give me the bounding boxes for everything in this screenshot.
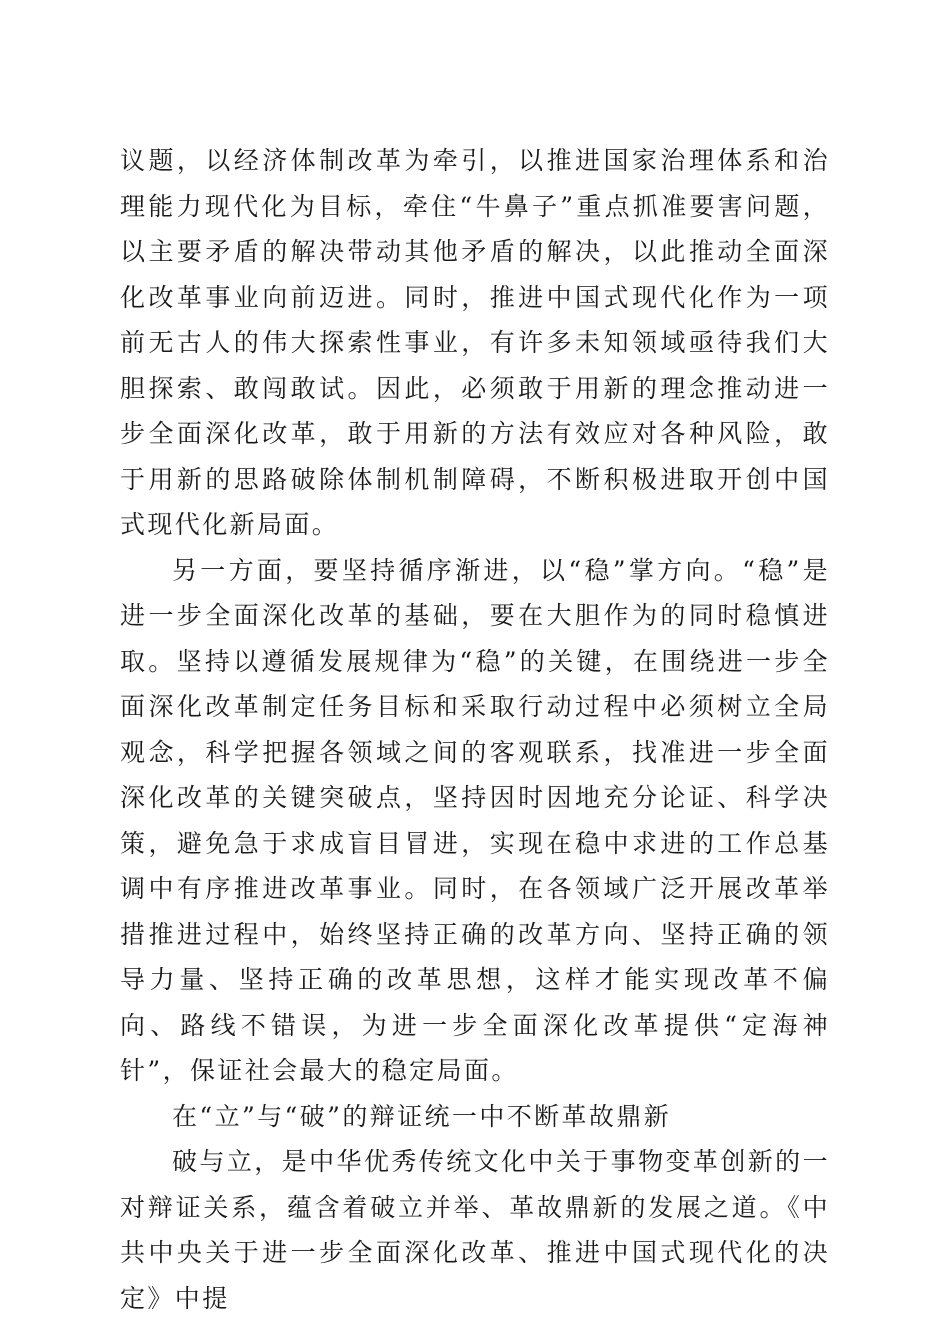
section-heading: 在“立”与“破”的辩证统一中不断革故鼎新 xyxy=(172,1101,672,1131)
paragraph-steady-progress: 另一方面，要坚持循序渐进，以“稳”掌方向。“稳”是进一步全面深化改革的基础，要在大胆作为的同时稳慎进取。坚持以遵循发展规律为“稳”的关键，在围绕进一步全面深化改革制定任务目标和采取行动过程中必须树立全局观念，科学把握各领域之间的客观联系，找准进一步全面深化改革的关键突破点，坚持因时因地充分论证、科学决策，避免急于求成盲目冒进，实现在稳中求进的工作总基调中有序推进改革事业。同时，在各领域广泛开展改革举措推进过程中，始终坚持正确的改革方向、坚持正确的领导力量、坚持正确的改革思想，这样才能实现改革不偏向、路线不错误，为进一步全面深化改革提供“定海神针”，保证社会最大的稳定局面。 xyxy=(120,555,830,1085)
paragraph-reform-continuation: 议题，以经济体制改革为牵引，以推进国家治理体系和治理能力现代化为目标，牵住“牛鼻子”重点抓准要害问题，以主要矛盾的解决带动其他矛盾的解决，以此推动全面深化改革事业向前迈进。同时，推进中国式现代化作为一项前无古人的伟大探索性事业，有许多未知领域亟待我们大胆探索、敢闯敢试。因此，必须敢于用新的理念推动进一步全面深化改革，敢于用新的方法有效应对各种风险，敢于用新的思路破除体制机制障碍，不断积极进取开创中国式现代化新局面。 xyxy=(120,146,830,539)
document-body xyxy=(120,138,830,1321)
paragraph-break-and-build: 破与立，是中华优秀传统文化中关于事物变革创新的一对辩证关系，蕴含着破立并举、革故鼎新的发展之道。《中共中央关于进一步全面深化改革、推进中国式现代化的决定》中提 xyxy=(120,1147,830,1313)
